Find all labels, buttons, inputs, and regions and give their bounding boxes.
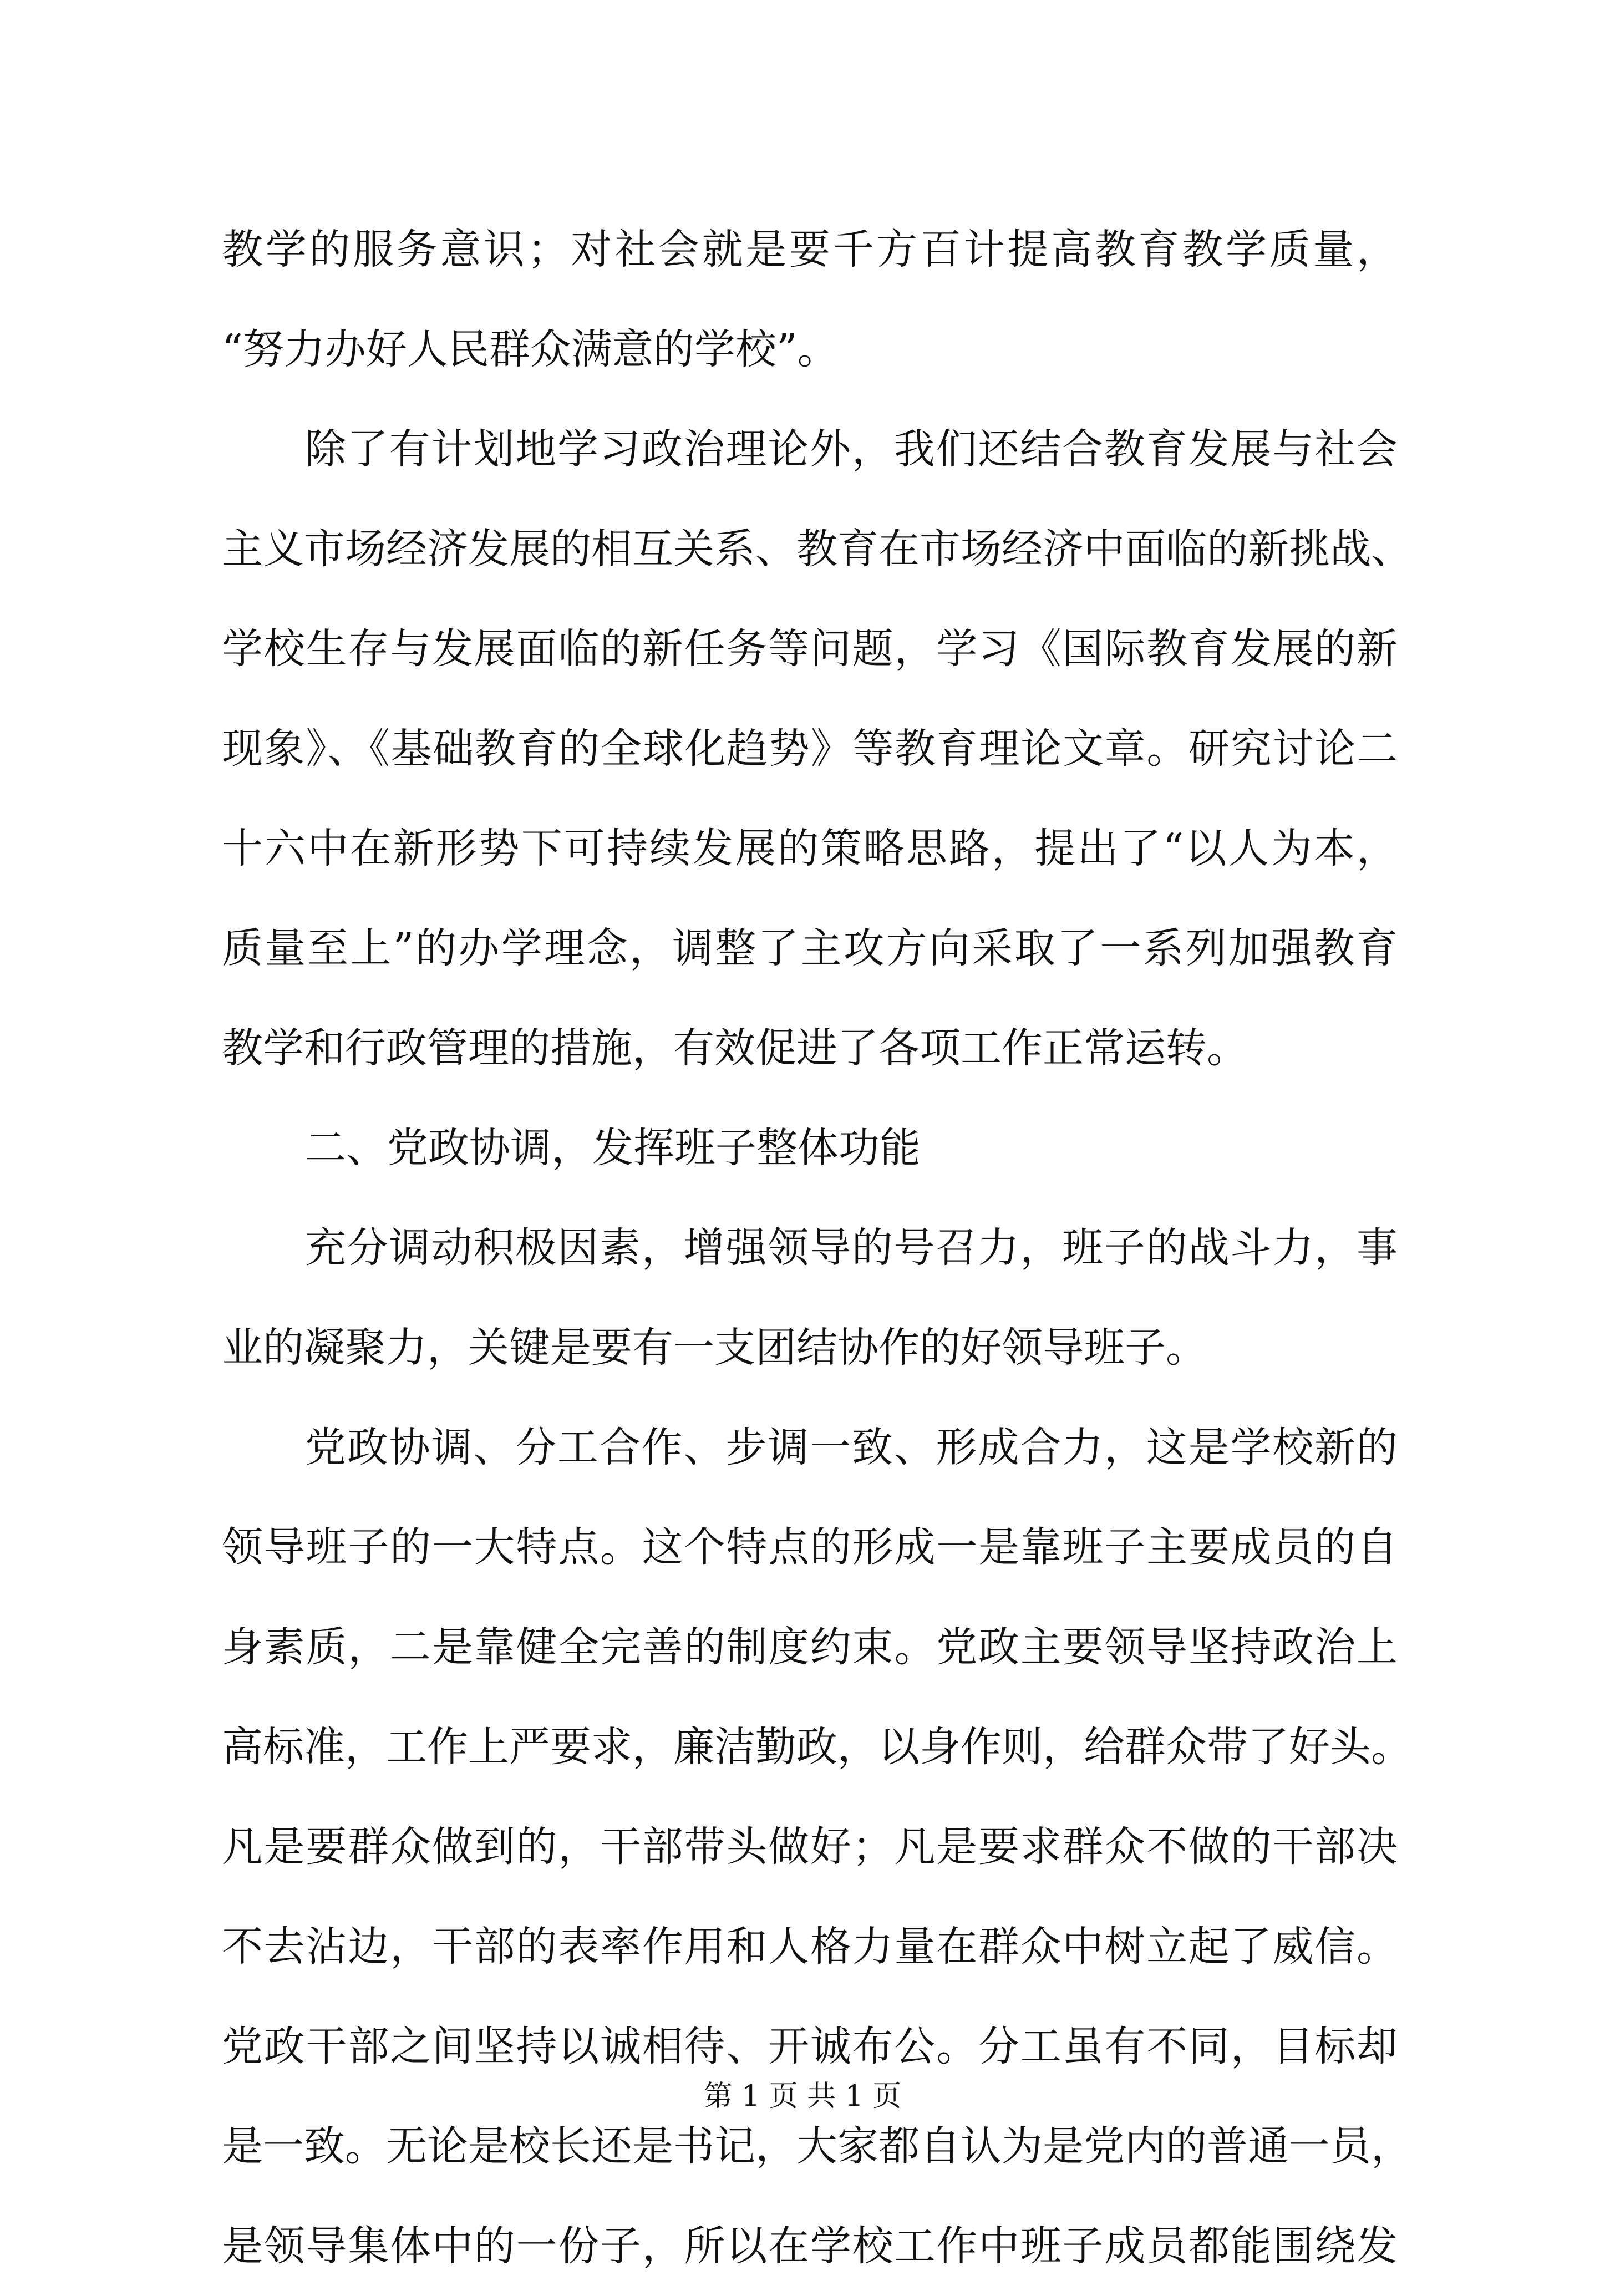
text-line: 现象》、《基础教育的全球化趋势》等教育理论文章。研究讨论二 — [222, 725, 1398, 773]
text-line: 教学和行政管理的措施，有效促进了各项工作正常运转。 — [222, 1024, 1248, 1072]
text-line: 教学的服务意识；对社会就是要千方百计提高教育教学质量， — [222, 226, 1398, 273]
text-line: 业的凝聚力，关键是要有一支团结协作的好领导班子。 — [222, 1324, 1207, 1371]
text-line: 是领导集体中的一份子，所以在学校工作中班子成员都能围绕发 — [222, 2222, 1398, 2270]
page-footer: 第 1 页 共 1 页 — [703, 2080, 902, 2113]
text-line: 充分调动积极因素，增强领导的号召力，班子的战斗力，事 — [305, 1224, 1398, 1272]
text-line: “努力办好人民群众满意的学校”。 — [222, 326, 839, 373]
text-line: 不去沾边，干部的表率作用和人格力量在群众中树立起了威信。 — [222, 1923, 1398, 1970]
text-line: 身素质，二是靠健全完善的制度约束。党政主要领导坚持政治上 — [222, 1623, 1398, 1671]
text-line: 是一致。无论是校长还是书记，大家都自认为是党内的普通一员， — [222, 2122, 1412, 2170]
text-line: 质量至上”的办学理念，调整了主攻方向采取了一系列加强教育 — [222, 925, 1398, 972]
text-line: 党政干部之间坚持以诚相待、开诚布公。分工虽有不同，目标却 — [222, 2023, 1398, 2070]
document-body — [222, 200, 1412, 2296]
text-line: 凡是要群众做到的，干部带头做好；凡是要求群众不做的干部决 — [222, 1823, 1398, 1871]
text-line: 党政协调、分工合作、步调一致、形成合力，这是学校新的 — [305, 1424, 1398, 1471]
section-heading: 二、党政协调，发挥班子整体功能 — [305, 1124, 921, 1172]
text-line: 主义市场经济发展的相互关系、教育在市场经济中面临的新挑战、 — [222, 525, 1412, 573]
text-line: 领导班子的一大特点。这个特点的形成一是靠班子主要成员的自 — [222, 1523, 1398, 1571]
text-line: 高标准，工作上严要求，廉洁勤政，以身作则，给群众带了好头。 — [222, 1723, 1412, 1771]
text-line: 除了有计划地学习政治理论外，我们还结合教育发展与社会 — [305, 425, 1398, 473]
text-line: 十六中在新形势下可持续发展的策略思路，提出了“以人为本， — [222, 825, 1398, 872]
text-line: 学校生存与发展面临的新任务等问题，学习《国际教育发展的新 — [222, 625, 1398, 673]
